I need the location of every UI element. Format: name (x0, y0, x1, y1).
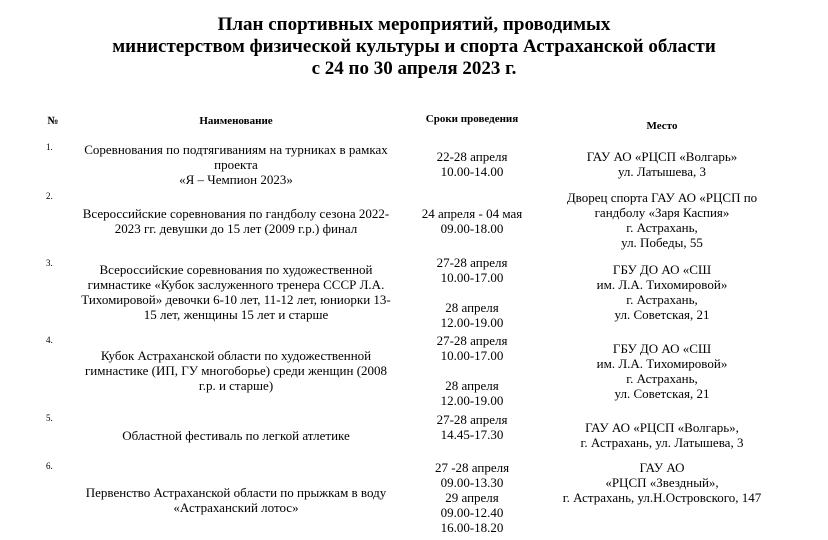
row-6-place: ГАУ АО «РЦСП «Звездный», г. Астрахань, ул.Н.Островского, 147 (562, 460, 762, 505)
row-2-place: Дворец спорта ГАУ АО «РЦСП по гандболу «Заря Каспия» г. Астрахань, ул. Победы, 55 (566, 190, 758, 250)
title-line-1: План спортивных мероприятий, проводимых (217, 14, 611, 35)
row-5-name: Областной фестиваль по легкой атлетике (122, 428, 350, 443)
header-place: Место (646, 120, 678, 132)
row-5-dates: 27-28 апреля 14.45-17.30 (436, 412, 508, 442)
row-6-dates: 27 -28 апреля 09.00-13.30 29 апреля 09.00-12.40 16.00-18.20 (434, 460, 510, 535)
header-name: Наименование (199, 115, 273, 127)
row-2-name: Всероссийские соревнования по гандболу сезона 2022- 2023 гг. девушки до 15 лет (2009 г.р.) финал (82, 206, 390, 236)
row-3-number: 3. (46, 258, 53, 268)
row-5-place: ГАУ АО «РЦСП «Волгарь», г. Астрахань, ул. Латышева, 3 (580, 420, 744, 450)
row-4-number: 4. (46, 335, 53, 345)
row-4-name: Кубок Астраханской области по художественной гимнастике (ИП, ГУ многоборье) среди женщин (2008 г.р. и старше) (84, 348, 388, 393)
row-1-name: Соревнования по подтягиваниям на турниках в рамках проекта «Я – Чемпион 2023» (84, 142, 388, 187)
document-title (0, 14, 828, 80)
row-3-dates: 27-28 апреля 10.00-17.00 28 апреля 12.00-19.00 (436, 255, 508, 330)
row-1-number: 1. (46, 142, 53, 152)
row-3-place: ГБУ ДО АО «СШ им. Л.А. Тихомировой» г. Астрахань, ул. Советская, 21 (596, 262, 728, 322)
row-3-name: Всероссийские соревнования по художественной гимнастике «Кубок заслуженного тренера СССР Л.А. Тихомировой» девочки 6-10 лет, 11-12 лет, юниорки 13- 15 лет, женщины 15 лет и старше (81, 262, 391, 322)
row-6-name: Первенство Астраханской области по прыжкам в воду «Астраханский лотос» (85, 485, 387, 515)
title-line-2: министерством физической культуры и спорта Астраханской области (112, 36, 716, 57)
row-1-dates: 22-28 апреля 10.00-14.00 (436, 149, 508, 179)
header-dates: Сроки проведения (425, 113, 519, 125)
row-5-number: 5. (46, 413, 53, 423)
row-6-number: 6. (46, 461, 53, 471)
row-2-dates: 24 апреля - 04 мая 09.00-18.00 (421, 206, 523, 236)
row-2-number: 2. (46, 191, 53, 201)
row-4-place: ГБУ ДО АО «СШ им. Л.А. Тихомировой» г. Астрахань, ул. Советская, 21 (596, 341, 728, 401)
header-num: № (47, 115, 59, 127)
row-1-place: ГАУ АО «РЦСП «Волгарь» ул. Латышева, 3 (586, 149, 738, 179)
title-line-3: с 24 по 30 апреля 2023 г. (311, 58, 517, 79)
row-4-dates: 27-28 апреля 10.00-17.00 28 апреля 12.00-19.00 (436, 333, 508, 408)
